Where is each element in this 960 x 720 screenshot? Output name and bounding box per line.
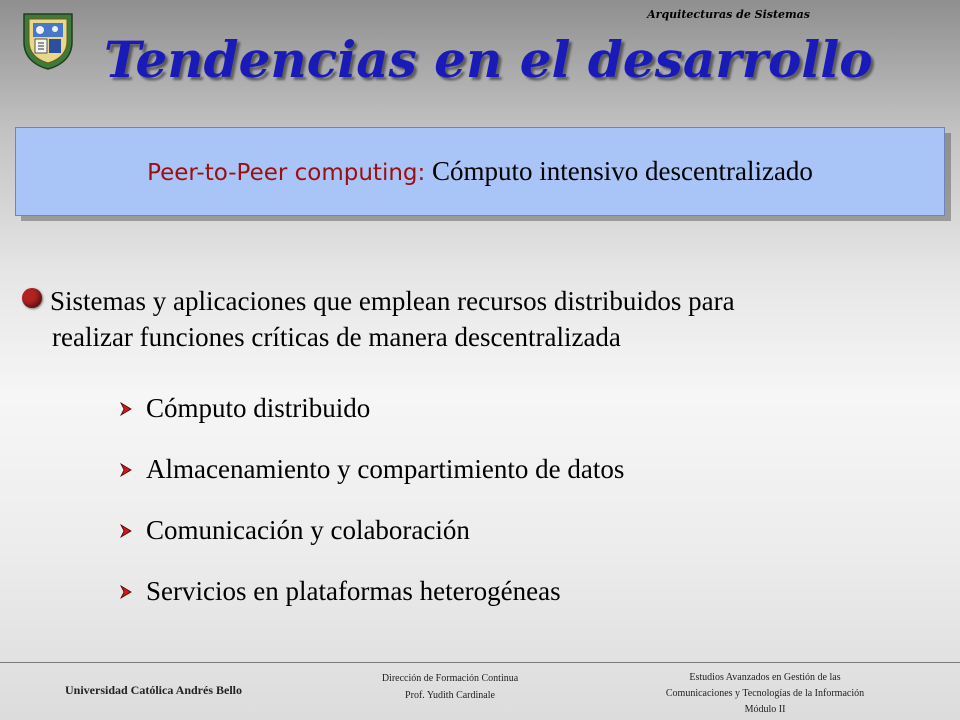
list-item bbox=[118, 439, 624, 500]
footer-center bbox=[335, 670, 565, 704]
banner-keyword: Peer-to-Peer computing: bbox=[147, 160, 426, 186]
list-item-label: Almacenamiento y compartimiento de datos bbox=[146, 454, 625, 484]
arrow-bullet-icon bbox=[118, 462, 134, 478]
main-point bbox=[50, 283, 955, 355]
arrow-bullet-icon bbox=[118, 523, 134, 539]
slide-title: Tendencias en el desarrollo bbox=[104, 30, 873, 89]
topic-banner bbox=[15, 127, 945, 216]
list-item-label: Servicios en plataformas heterogéneas bbox=[146, 576, 561, 606]
list-item bbox=[118, 561, 624, 622]
footer-right-line-1: Estudios Avanzados en Gestión de las bbox=[689, 672, 841, 683]
footer-right bbox=[630, 670, 900, 718]
footer-university: Universidad Católica Andrés Bello bbox=[65, 683, 243, 697]
list-item bbox=[118, 378, 624, 439]
arrow-bullet-icon bbox=[118, 401, 134, 417]
list-item bbox=[118, 500, 624, 561]
banner-text bbox=[147, 156, 813, 187]
footer-center-line-2: Prof. Yudith Cardinale bbox=[405, 690, 495, 701]
sub-point-list bbox=[118, 378, 624, 622]
footer-divider bbox=[0, 662, 960, 663]
footer-center-line-1: Dirección de Formación Continua bbox=[381, 673, 519, 684]
footer-right-line-3: Módulo II bbox=[744, 704, 786, 715]
university-seal-logo bbox=[22, 12, 74, 70]
course-header: Arquitecturas de Sistemas bbox=[647, 8, 810, 21]
list-item-label: Comunicación y colaboración bbox=[146, 515, 470, 545]
main-point-line-2: realizar funciones críticas de manera descentralizada bbox=[52, 322, 621, 352]
banner-description: Cómputo intensivo descentralizado bbox=[425, 156, 813, 186]
arrow-bullet-icon bbox=[118, 584, 134, 600]
footer-right-line-2: Comunicaciones y Tecnologías de la Información bbox=[665, 688, 865, 699]
main-point-line-1: Sistemas y aplicaciones que emplean recursos distribuidos para bbox=[50, 286, 735, 316]
list-item-label: Cómputo distribuido bbox=[146, 393, 371, 423]
bullet-icon bbox=[22, 288, 42, 308]
